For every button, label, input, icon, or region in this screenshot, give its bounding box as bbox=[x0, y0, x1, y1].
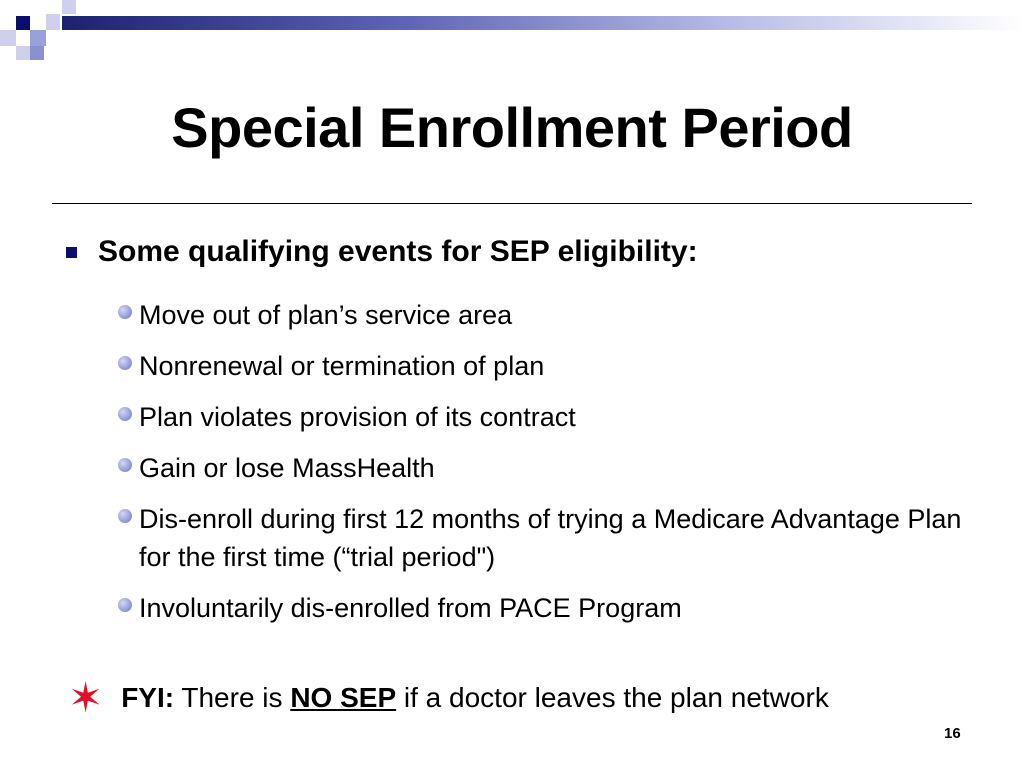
list-item bbox=[118, 500, 998, 576]
main-point-text: Some qualifying events for SEP eligibility: bbox=[98, 235, 698, 268]
list-item-text: Plan violates provision of its contract bbox=[139, 402, 576, 432]
square-bullet-icon bbox=[66, 247, 77, 258]
fyi-emphasis: NO SEP bbox=[290, 682, 397, 713]
list-item-text: Move out of plan’s service area bbox=[139, 300, 513, 330]
list-item-text: Involuntarily dis-enrolled from PACE Program bbox=[139, 593, 682, 623]
fyi-text-before: There is bbox=[181, 682, 283, 713]
round-bullet-icon bbox=[118, 305, 132, 319]
list-item bbox=[118, 296, 998, 334]
round-bullet-icon bbox=[118, 407, 132, 421]
list-item bbox=[118, 398, 998, 436]
corner-square-mid bbox=[30, 46, 44, 60]
corner-square-dark bbox=[16, 16, 30, 30]
list-item bbox=[118, 589, 998, 627]
title-divider bbox=[52, 203, 972, 204]
list-item-text: Gain or lose MassHealth bbox=[139, 453, 435, 483]
list-item-text: Dis-enroll during first 12 months of trying a Medicare Advantage Plan for the first time (“trial period") bbox=[139, 504, 962, 572]
main-point bbox=[66, 230, 698, 274]
list-item bbox=[118, 347, 998, 385]
round-bullet-icon bbox=[118, 356, 132, 370]
list-item-text: Nonrenewal or termination of plan bbox=[139, 351, 545, 381]
corner-square-light bbox=[46, 14, 60, 30]
fyi-text-after: if a doctor leaves the plan network bbox=[403, 682, 829, 713]
header-gradient-bar bbox=[62, 16, 1024, 30]
corner-square-light bbox=[62, 0, 76, 14]
page-number: 16 bbox=[944, 725, 961, 742]
round-bullet-icon bbox=[118, 458, 132, 472]
round-bullet-icon bbox=[118, 598, 132, 612]
star-icon: ✶ bbox=[68, 674, 104, 721]
corner-square-mid bbox=[30, 30, 46, 46]
slide-title: Special Enrollment Period bbox=[171, 96, 853, 159]
fyi-text bbox=[121, 682, 829, 714]
round-bullet-icon bbox=[118, 509, 132, 523]
corner-square-light bbox=[16, 46, 30, 60]
fyi-note bbox=[68, 668, 829, 728]
fyi-label: FYI: bbox=[121, 682, 175, 713]
list-item bbox=[118, 449, 998, 487]
corner-square-light bbox=[0, 30, 16, 46]
event-list bbox=[118, 296, 998, 640]
